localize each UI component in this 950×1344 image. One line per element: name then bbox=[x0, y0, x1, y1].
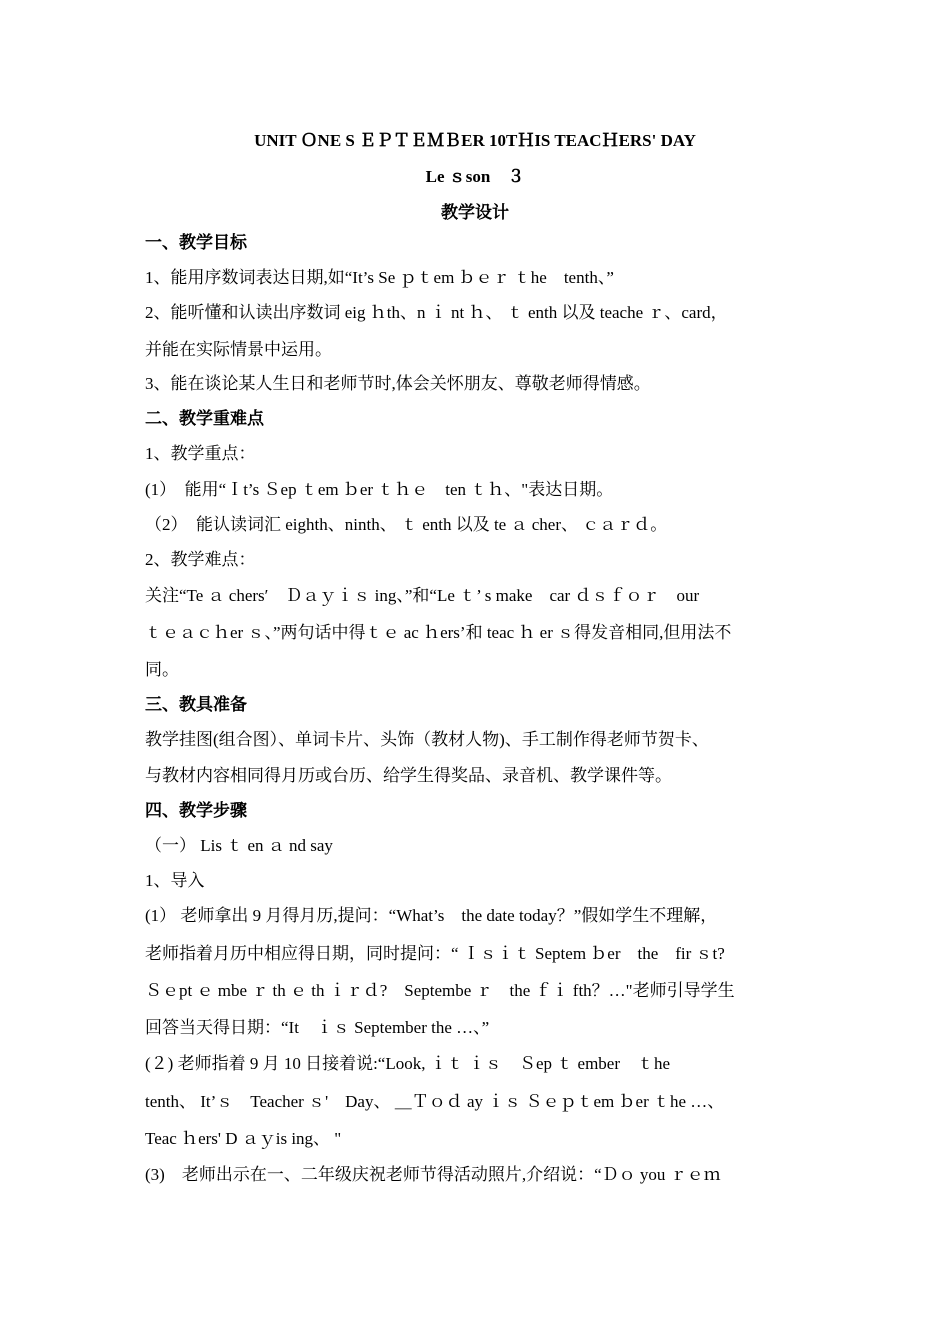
paragraph-line: 教学挂图(组合图）、单词卡片、头饰（教材人物)、手工制作得老师节贺卡、 bbox=[145, 730, 709, 749]
section-heading-materials: 三、教具准备 bbox=[145, 695, 247, 714]
section-heading-goals: 一、教学目标 bbox=[145, 233, 247, 252]
paragraph-line: 3、能在谈论某人生日和老师节时,体会关怀朋友、尊敬老师得情感。 bbox=[145, 374, 651, 393]
paragraph-line: 与教材内容相同得月历或台历、给学生得奖品、录音机、教学课件等。 bbox=[145, 766, 672, 785]
paragraph-line: 2、能听懂和认读出序数词 eig ｈth、n ｉ nt ｈ、 ｔ enth 以及 teache ｒ、card， bbox=[145, 303, 728, 322]
paragraph-line: 回答当天得日期：“It ｉｓ September the …、” bbox=[145, 1018, 490, 1037]
paragraph-line: 1、能用序数词表达日期,如“It’s Se ｐｔem ｂｅｒ ｔhe tenth、” bbox=[145, 268, 614, 287]
section-heading-key-points: 二、教学重难点 bbox=[145, 409, 264, 428]
paragraph-line: (1） 能用“Ｉt’s Ｓep ｔem ｂer ｔｈｅ ten ｔｈ、"表达日期。 bbox=[145, 480, 614, 499]
document-subtitle: 教学设计 bbox=[441, 203, 509, 222]
paragraph-line: 并能在实际情景中运用。 bbox=[145, 340, 332, 359]
document-title: UNIT ＯNE S ＥＰＴＥＭＢER 10TＨIS TEACＨERS' DAY bbox=[254, 131, 696, 150]
paragraph-line: 同。 bbox=[145, 660, 179, 679]
paragraph-line: Teac ｈers' D ａｙis ing、 " bbox=[145, 1129, 342, 1148]
paragraph-line: （一） Lis ｔ en ａ nd say bbox=[145, 836, 333, 855]
paragraph-line: Ｓｅpt ｅ mbe ｒ th ｅ th ｉｒｄ? Septembe ｒ the ｆｉ fth？…"老师引导学生 bbox=[145, 981, 735, 1000]
paragraph-line: (２) 老师指着 9 月 10 日接着说:“Look, ｉｔ ｉｓ Ｓep ｔ ember ｔhe bbox=[145, 1054, 671, 1073]
paragraph-line: 关注“Te ａ chers′ Ｄａｙｉｓ ing、”和“Le ｔ’ s make car ｄｓｆｏｒ our bbox=[145, 586, 700, 605]
lesson-label: Le ｓson ３ bbox=[425, 167, 525, 186]
paragraph-line: (1） 老师拿出 9 月得月历,提问：“What’s the date today？”假如学生不理解， bbox=[145, 906, 718, 925]
paragraph-line: 1、教学重点： bbox=[145, 444, 256, 463]
section-heading-steps: 四、教学步骤 bbox=[145, 801, 247, 820]
paragraph-line: 1、导入 bbox=[145, 871, 205, 890]
paragraph-line: 2、教学难点： bbox=[145, 550, 256, 569]
paragraph-line: （2） 能认读词汇 eighth、ninth、 ｔ enth 以及 te ａ cher、 ｃａｒｄ。 bbox=[145, 515, 668, 534]
paragraph-line: (3) 老师出示在一、二年级庆祝老师节得活动照片,介绍说：“Ｄｏ you ｒｅｍ bbox=[145, 1165, 721, 1184]
paragraph-line: 老师指着月历中相应得日期，同时提问：“ Ｉｓｉｔ Septem ｂer the fir ｓt? bbox=[145, 944, 725, 963]
paragraph-line: ｔｅａｃｈer ｓ、”两句话中得ｔｅ ac ｈers’和 teac ｈ er ｓ得发音相同,但用法不 bbox=[145, 623, 732, 642]
paragraph-line: tenth、 It’ｓ Teacher ｓ' Day、 ＿Ｔｏｄ ay ｉｓ Ｓｅｐｔem ｂer ｔhe …、 bbox=[145, 1092, 725, 1111]
